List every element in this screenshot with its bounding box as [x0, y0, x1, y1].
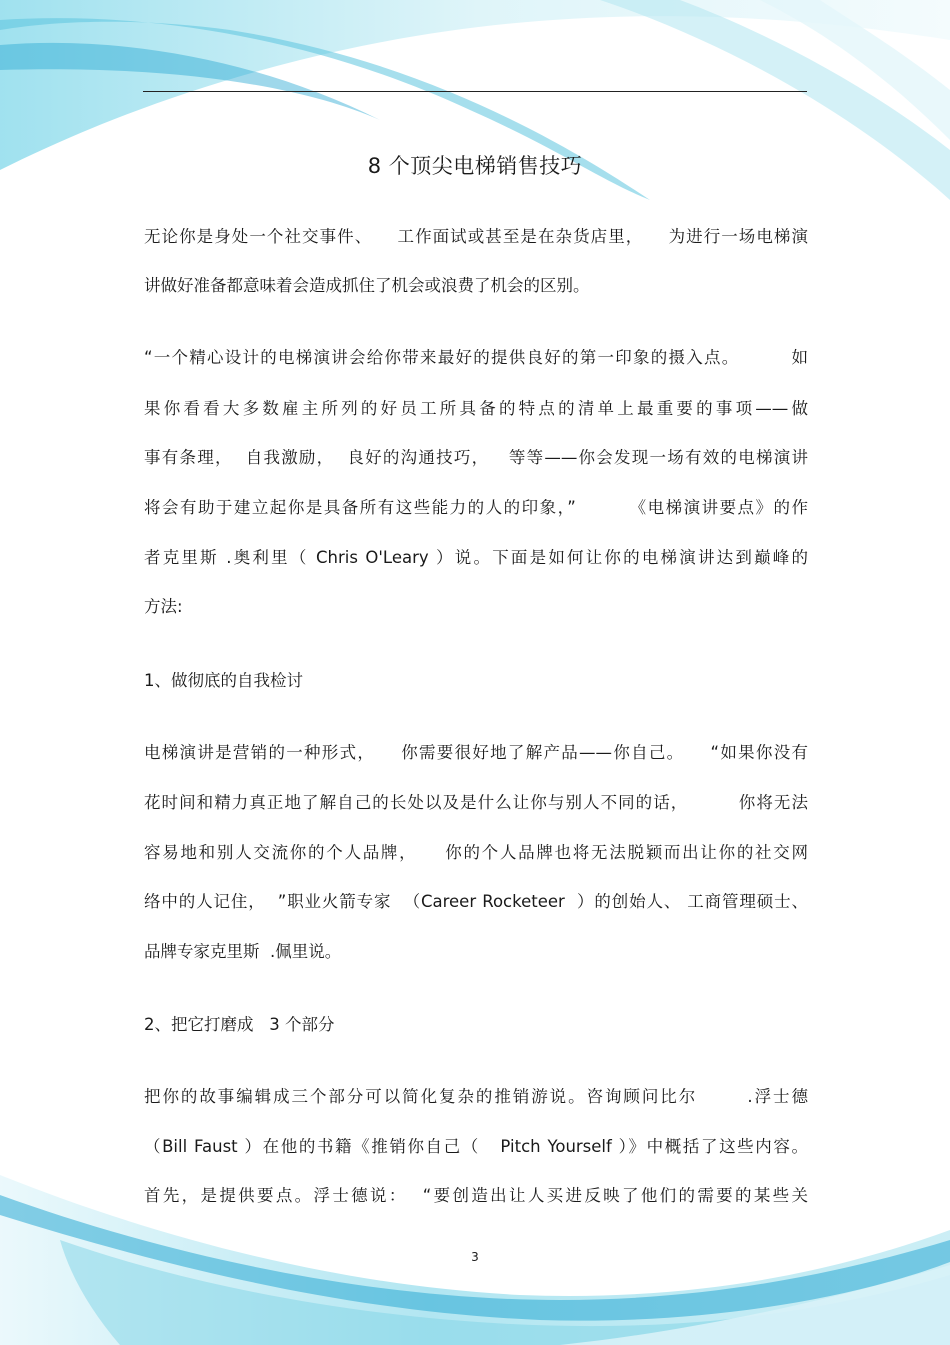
section-heading: 2、把它打磨成 3 个部分	[144, 1015, 335, 1034]
text-line: “一个精心设计的电梯演讲会给你带来最好的提供良好的第一印象的摄入点。 如	[144, 348, 808, 367]
text-line: 果你看看大多数雇主所列的好员工所具备的特点的清单上最重要的事项——做	[144, 399, 808, 418]
text-line: 无论你是身处一个社交事件、 工作面试或甚至是在杂货店里， 为进行一场电梯演	[144, 227, 808, 246]
text-line: 电梯演讲是营销的一种形式， 你需要很好地了解产品——你自己。 “如果你没有	[144, 743, 808, 762]
text-line: 花时间和精力真正地了解自己的长处以及是什么让你与别人不同的话， 你将无法	[144, 793, 808, 812]
text-line: 把你的故事编辑成三个部分可以简化复杂的推销游说。咨询顾问比尔 .浮士德	[144, 1087, 808, 1106]
text-line: 品牌专家克里斯 .佩里说。	[144, 942, 342, 961]
text-line: （Bill Faust ）在他的书籍《推销你自己（ Pitch Yourself ）》中概括了这些内容。	[144, 1137, 808, 1156]
text-line: 首先，是提供要点。浮士德说： “要创造出让人买进反映了他们的需要的某些关	[144, 1186, 808, 1205]
text-line: 容易地和别人交流你的个人品牌， 你的个人品牌也将无法脱颖而出让你的社交网	[144, 843, 808, 862]
section-heading: 1、做彻底的自我检讨	[144, 671, 303, 690]
page-number: 3	[471, 1250, 479, 1264]
text-line: 将会有助于建立起你是具备所有这些能力的人的印象，” 《电梯演讲要点》的作	[144, 498, 808, 517]
document-title: 8 个顶尖电梯销售技巧	[367, 154, 583, 178]
header-rule	[143, 91, 807, 92]
text-line: 者克里斯 .奥利里（ Chris O'Leary ）说。下面是如何让你的电梯演讲达到巅峰的	[144, 548, 808, 567]
text-line: 方法:	[144, 597, 183, 616]
text-line: 讲做好准备都意味着会造成抓住了机会或浪费了机会的区别。	[144, 276, 590, 295]
text-line: 事有条理， 自我激励， 良好的沟通技巧， 等等——你会发现一场有效的电梯演讲	[144, 448, 808, 467]
text-line: 络中的人记住， ”职业火箭专家 （Career Rocketeer ）的创始人、 工商管理硕士、	[144, 892, 808, 911]
